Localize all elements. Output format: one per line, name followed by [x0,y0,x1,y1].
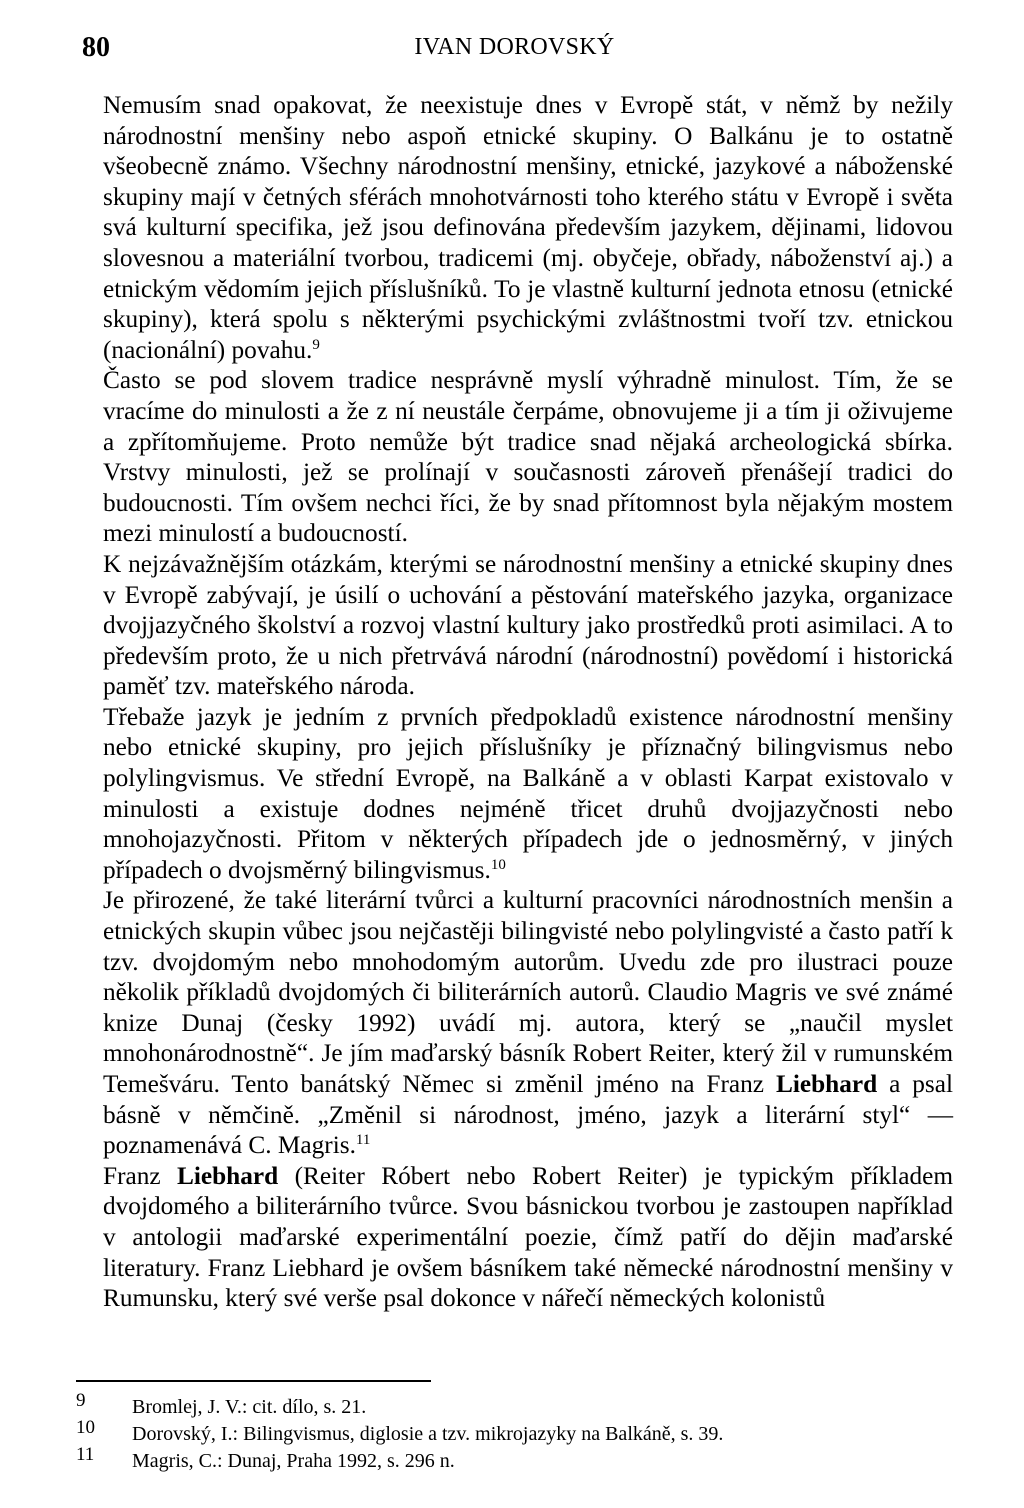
paragraph-text: (Reiter Róbert nebo Robert Reiter) je typickým příkladem dvojdomého a biliterárního tvůrce. Svou básnickou tvorbou je zastoupen například v antologii maďarské experimentální poezie, čímž patří do dějin maďarské literatury. Franz Liebhard je ovšem básníkem také německé národnostní menšiny v Rumunsku, který své verše psal dokonce v nářečí německých kolonistů [103,1161,953,1313]
footnote-reference: 10 [490,856,506,873]
paragraph [103,702,953,886]
paragraph-text: Je přirozené, že také literární tvůrci a kulturní pracovníci národnostních menšin a etnických skupin vůbec jsou nejčastěji bilingvisté nebo polylingvisté a často patří k tzv. dvojdomým nebo mnohodomým autorům. Uvedu zde pro ilustraci pouze několik příkladů dvojdomých či biliterárních autorů. Claudio Magris ve své známé knize Dunaj (česky 1992) uvádí mj. autora, který se „naučil myslet mnohonárodnostně“. Je jím maďarský básník Robert Reiter, který žil v rumunském Temešváru. Tento banátský Němec si změnil jméno na Franz [103,886,953,1098]
footnote-reference: 11 [355,1132,371,1149]
footnote-reference: 9 [312,336,320,353]
paragraph [103,365,953,549]
running-head: IVAN DOROVSKÝ [414,34,615,60]
bold-name: Liebhard [176,1161,279,1190]
footnote [76,1392,936,1419]
paragraph-text: a psal básně v němčině. „Změnil si národnost, jméno, jazyk a literární styl“ — poznamenává C. Magris. [103,1070,953,1160]
footnote-number: 11 [76,1444,95,1465]
footnote-text: Dorovský, I.: Bilingvismus, diglosie a tzv. mikrojazyky na Balkáně, s. 39. [132,1423,724,1445]
bold-name: Liebhard [775,1070,878,1098]
footnote-separator [76,1380,431,1382]
footnote [76,1419,936,1446]
footnotes [76,1392,936,1473]
page-header [76,32,953,68]
paragraph [103,90,953,365]
footnote [76,1446,936,1473]
paragraph-text: Franz [103,1161,177,1190]
paragraph [103,885,953,1160]
footnote-number: 10 [76,1417,95,1438]
paragraph-text: Třebaže jazyk je jedním z prvních předpokladů existence národnostní menšiny nebo etnické skupiny, pro jejich příslušníky je příznačný bilingvismus nebo polylingvismus. Ve střední Evropě, na Balkáně a v oblasti Karpat existovalo v minulosti a existuje dodnes nejméně třicet druhů dvojjazyčnosti nebo mnohojazyčnosti. Přitom v některých případech jde o jednosměrný, v jiných případech o dvojsměrný bilingvismus. [103,702,953,884]
paragraph-text: Nemusím snad opakovat, že neexistuje dnes v Evropě stát, v němž by nežily národnostní menšiny nebo aspoň etnické skupiny. O Balkánu je to ostatně všeobecně známo. Všechny národnostní menšiny, etnické, jazykové a náboženské skupiny mají v četných sférách mnohotvárnosti toho kterého státu v Evropě i světa svá kulturní specifika, jež jsou definována především jazykem, dějinami, lidovou slovesnou a materiální tvorbou, tradicemi (mj. obyčeje, obřady, náboženství aj.) a etnickým vědomím jejich příslušníků. To je vlastně kulturní jednota etnosu (etnické skupiny), která spolu s některými psychickými zvláštnostmi tvoří tzv. etnickou (nacionální) povahu. [103,91,953,364]
paragraph-text: K nejzávažnějším otázkám, kterými se národnostní menšiny a etnické skupiny dnes v Evropě zabývají, je úsilí o uchování a pěstování mateřského jazyka, organizace dvojjazyčného školství a rozvoj vlastní kultury jako prostředků proti asimilaci. A to především proto, že u nich přetrvává národní (národnostní) povědomí i historická paměť tzv. mateřského národa. [103,549,953,701]
paragraph [103,549,953,702]
body-text [103,90,953,1314]
footnote-text: Magris, C.: Dunaj, Praha 1992, s. 296 n. [132,1450,455,1472]
footnote-text: Bromlej, J. V.: cit. dílo, s. 21. [132,1396,367,1418]
paragraph [103,1161,953,1314]
paragraph-text: Často se pod slovem tradice nesprávně myslí výhradně minulost. Tím, že se vracíme do minulosti a že z ní neustále čerpáme, obnovujeme ji a tím ji oživujeme a zpřítomňujeme. Proto nemůže být tradice snad nějaká archeologická sbírka. Vrstvy minulosti, jež se prolínají v současnosti zároveň přenášejí tradici do budoucnosti. Tím ovšem nechci říci, že by snad přítomnost byla nějakým mostem mezi minulostí a budoucností. [103,366,953,548]
footnote-number: 9 [76,1390,86,1411]
page-number: 80 [82,32,110,63]
